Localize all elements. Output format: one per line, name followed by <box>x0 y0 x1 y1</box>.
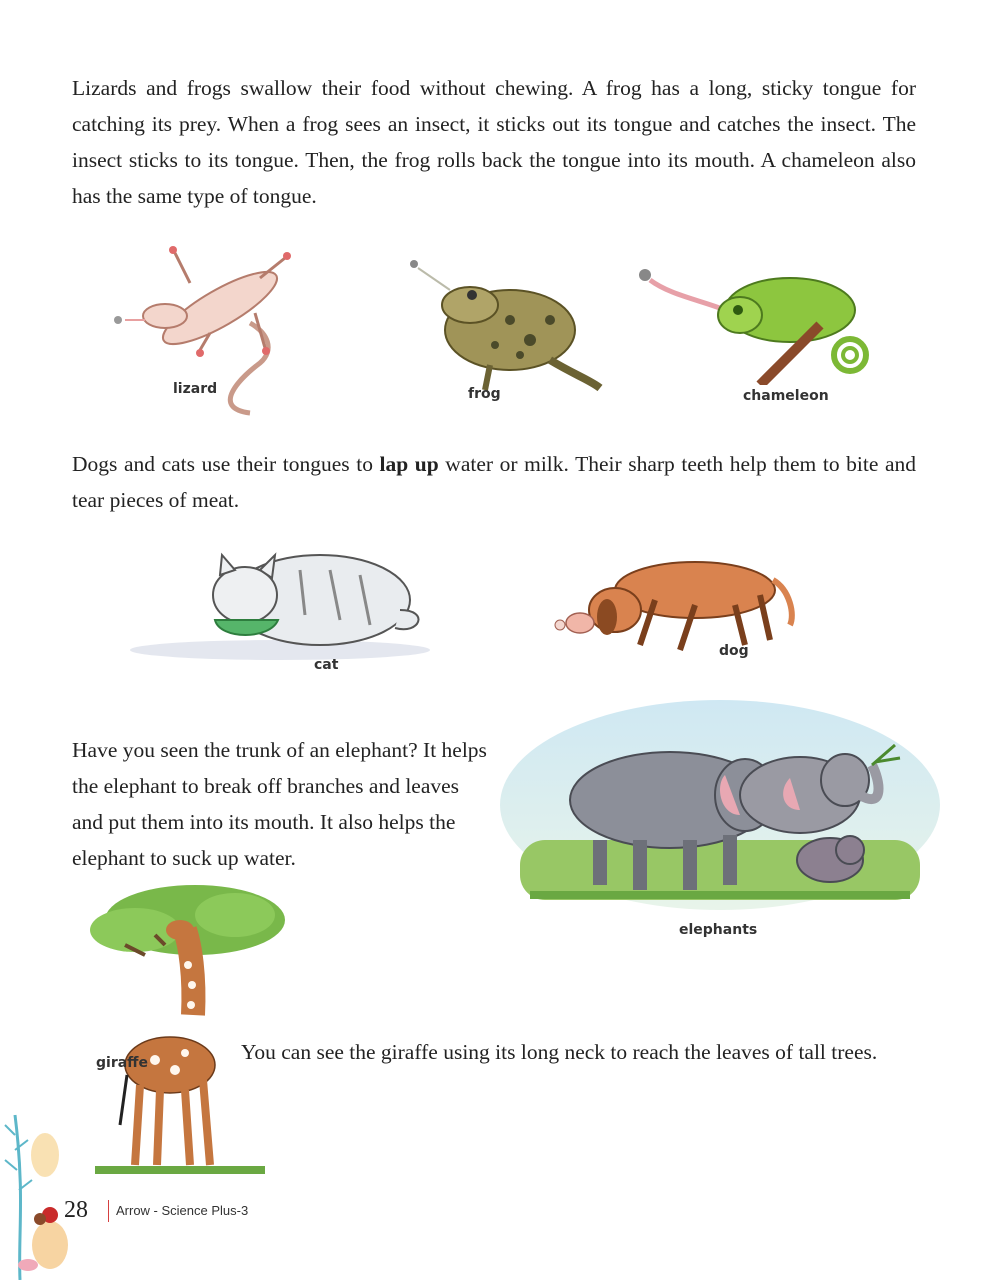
book-title: Arrow - Science Plus-3 <box>116 1203 249 1218</box>
page-number: 28 <box>64 1197 88 1223</box>
paragraph-dogs-cats-start: Dogs and cats use their tongues to <box>72 452 380 476</box>
paragraph-giraffe: You can see the giraffe using its long neck to reach the leaves of tall trees. <box>241 1040 878 1064</box>
frog-illustration <box>400 250 605 395</box>
paragraph-dogs-cats-end: water or milk. Their sharp teeth help them to bite and tear pieces of meat. <box>72 452 916 512</box>
paragraph-lizards-frogs: Lizards and frogs swallow their food without chewing. A frog has a long, sticky tongue for catching its prey. When a frog sees an insect, it sticks out its tongue and catches the insect. The insect sticks to its tongue. Then, the frog rolls back the tongue into its mouth. A chameleon also has the same type of tongue. <box>72 76 916 208</box>
elephants-illustration <box>500 700 940 915</box>
label-dog: dog <box>719 643 749 659</box>
giraffe-illustration <box>75 875 285 1185</box>
label-chameleon: chameleon <box>743 388 829 404</box>
cat-illustration <box>130 540 440 665</box>
footer-separator <box>108 1200 109 1222</box>
label-cat: cat <box>314 657 339 673</box>
term-lap-up: lap up <box>379 452 439 476</box>
dog-illustration <box>545 545 805 660</box>
label-giraffe: giraffe <box>96 1055 149 1071</box>
paragraph-dogs-cats <box>72 446 916 518</box>
label-lizard: lizard <box>173 381 218 397</box>
label-frog: frog <box>468 386 501 402</box>
paragraph-elephant: Have you seen the trunk of an elephant? It helps the elephant to break off branches and leaves and put them into its mouth. It also helps the elephant to suck up water. <box>72 738 487 870</box>
decorative-flowers <box>0 1095 70 1280</box>
label-elephants: elephants <box>679 922 758 938</box>
chameleon-illustration <box>630 255 880 385</box>
